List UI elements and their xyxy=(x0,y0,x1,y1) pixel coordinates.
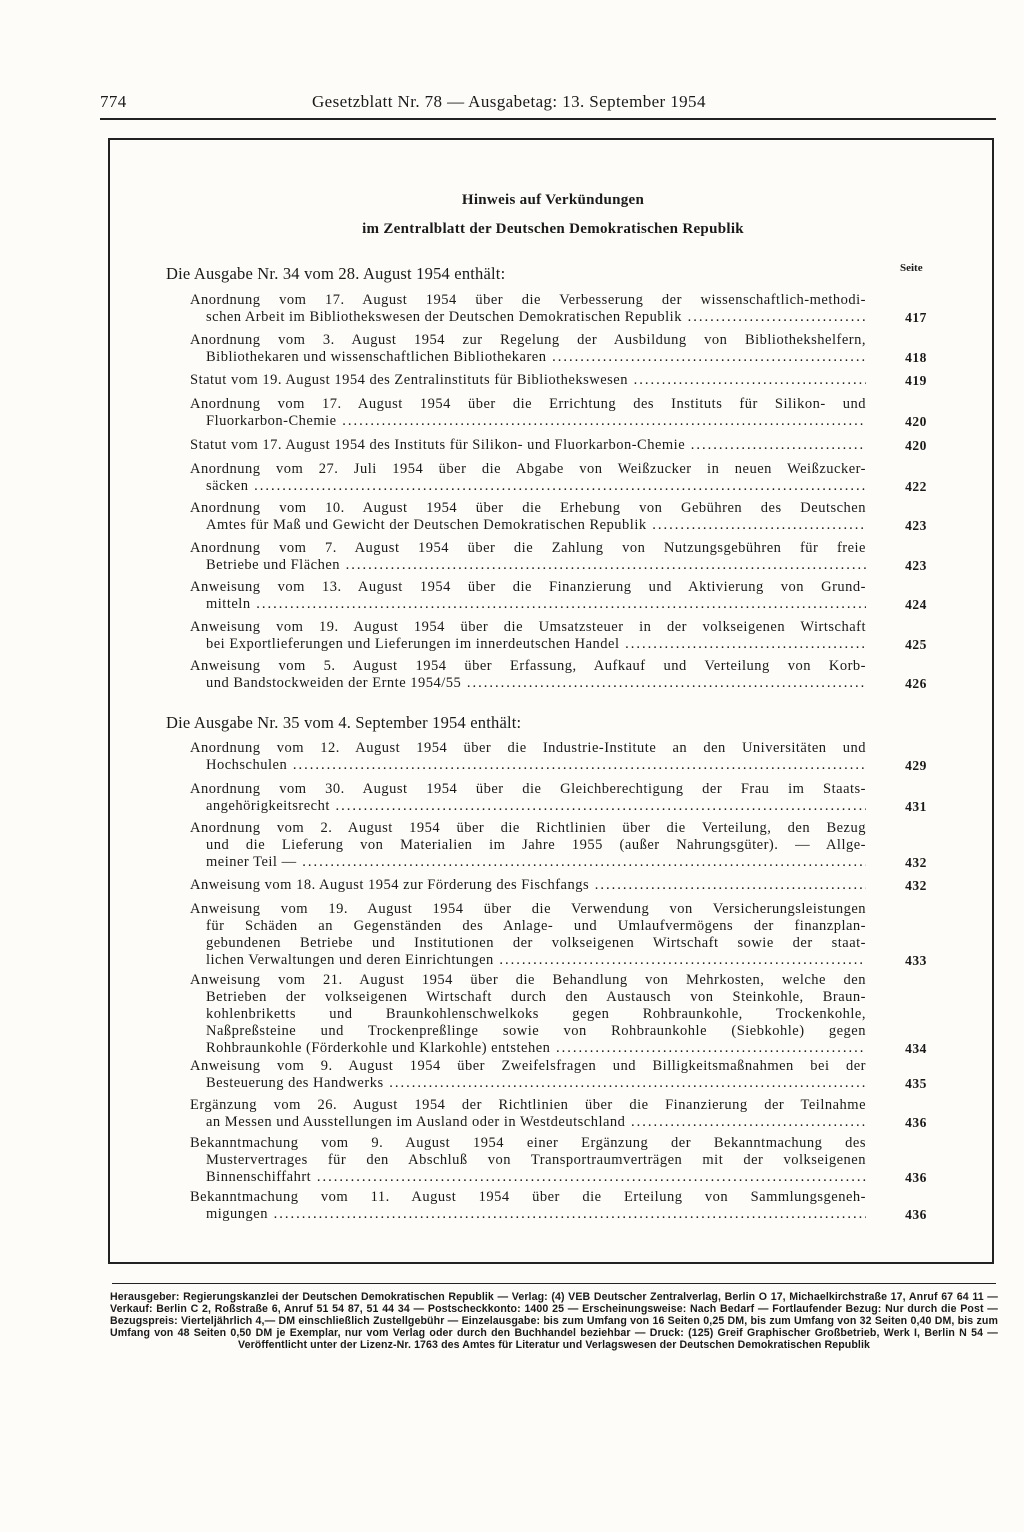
entry-text: migungen ..... xyxy=(190,1206,866,1223)
entry-text: Anordnung vom 27. Juli 1954 über die Abgabe von Weißzucker in neuen Weißzucker- xyxy=(190,461,866,477)
entry-page: 418 xyxy=(905,350,927,365)
entry-text: Amtes für Maß und Gewicht der Deutschen Demokratischen Republik ..... xyxy=(190,517,866,534)
entry-text: Betriebe und Flächen ..... xyxy=(190,557,866,574)
entry-page: 436 xyxy=(905,1115,927,1130)
entry-page: 426 xyxy=(905,676,927,691)
entry-text: bei Exportlieferungen und Lieferungen im innerdeutschen Handel ..... xyxy=(190,636,866,653)
entry-text: Statut vom 19. August 1954 des Zentralinstituts für Bibliothekswesen ..... xyxy=(190,372,866,389)
entry-page: 434 xyxy=(905,1041,927,1056)
list-item xyxy=(190,500,927,534)
entry-text: meiner Teil — ..... xyxy=(190,854,866,871)
entry-text: Naßpreßsteine und Trockenpreßlinge sowie von Rohbraunkohle (Siebkohle) gegen xyxy=(206,1023,866,1039)
entry-text: Anordnung vom 17. August 1954 über die Verbesserung der wissenschaftlich-methodi- xyxy=(190,292,866,308)
entry-text: Anordnung vom 30. August 1954 über die Gleichberechtigung der Frau im Staats- xyxy=(190,781,866,797)
entry-text: Statut vom 17. August 1954 des Instituts für Silikon- und Fluorkarbon-Chemie ..... xyxy=(190,437,866,454)
entry-text: Hochschulen ..... xyxy=(190,757,866,774)
entry-text: Anweisung vom 5. August 1954 über Erfassung, Aufkauf und Verteilung von Korb- xyxy=(190,658,866,674)
entry-page: 431 xyxy=(905,799,927,814)
entry-text: Anordnung vom 2. August 1954 über die Richtlinien über die Verteilung, den Bezug xyxy=(190,820,866,836)
list-item xyxy=(190,292,927,326)
entry-page: 424 xyxy=(905,597,927,612)
list-item xyxy=(190,332,927,366)
entry-text: Binnenschiffahrt ..... xyxy=(190,1169,866,1186)
list-item xyxy=(190,901,927,969)
list-item xyxy=(190,1097,927,1131)
entry-text: Anweisung vom 19. August 1954 über die Umsatzsteuer in der volkseigenen Wirtschaft xyxy=(190,619,866,635)
entry-page: 417 xyxy=(905,310,927,325)
list-item xyxy=(190,1135,927,1186)
entry-text: Besteuerung des Handwerks ..... xyxy=(190,1075,866,1092)
entry-page: 423 xyxy=(905,518,927,533)
entry-text: säcken ..... xyxy=(190,478,866,495)
entry-text: Fluorkarbon-Chemie ..... xyxy=(190,413,866,430)
list-item xyxy=(190,820,927,871)
list-item xyxy=(190,1189,927,1223)
entry-text: kohlenbriketts und Braunkohlenschwelkoks gegen Rohbraunkohle, Trockenkohle, xyxy=(206,1006,866,1022)
list-item xyxy=(190,437,927,454)
entry-page: 432 xyxy=(905,855,927,870)
notice-title: Hinweis auf Verkündungen xyxy=(461,192,645,208)
entry-text: angehörigkeitsrecht ..... xyxy=(190,798,866,815)
entry-text: für Schäden an Gegenständen des Anlage- und Umlaufvermögens der finanzplan- xyxy=(206,918,866,934)
entry-text: Bibliothekaren und wissenschaftlichen Bibliothekaren ..... xyxy=(190,349,866,366)
footer-rule xyxy=(112,1283,996,1284)
entry-text: Rohbraunkohle (Förderkohle und Klarkohle) entstehen ..... xyxy=(190,1040,866,1057)
entry-text: Anweisung vom 13. August 1954 über die Finanzierung und Aktivierung von Grund- xyxy=(190,579,866,595)
list-item xyxy=(190,781,927,815)
list-item xyxy=(190,619,927,653)
entry-text: Mustervertrages für den Abschluß von Transportraumverträgen mit der volkseigenen xyxy=(206,1152,866,1168)
entry-page: 425 xyxy=(905,637,927,652)
entry-text: Anweisung vom 21. August 1954 über die Behandlung von Mehrkosten, welche den xyxy=(190,972,866,988)
entry-text: lichen Verwaltungen und deren Einrichtungen ..... xyxy=(190,952,866,969)
entry-page: 422 xyxy=(905,479,927,494)
list-item xyxy=(190,579,927,613)
entry-text: Betrieben der volkseigenen Wirtschaft durch den Austausch von Steinkohle, Braun- xyxy=(206,989,866,1005)
imprint: Herausgeber: Regierungskanzlei der Deutschen Demokratischen Republik — Verlag: (4) VEB Deutscher Zentralverlag, Berlin O 17, Michaelkirchstraße 17, Anruf 67 64 11 — Verkauf: Berlin C 2, Roßstraße 6, Anruf 51 54 87, 51 44 34 — Postscheckkonto: 1400 25 — Erscheinungsweise: Nach Bedarf — Fortlaufender Bezug: Nur durch die Post — Bezugspreis: Vierteljährlich 4,— DM einschließlich Zustellgebühr — Einzelausgabe: bis zum Umfang von 16 Seiten 0,25 DM, bis zum Umfang von 32 Seiten 0,40 DM, bis zum Umfang von 48 Seiten 0,50 DM je Exemplar, nur vom Verlag oder durch den Buchhandel beziehbar — Druck: (125) Greif Graphischer Großbetrieb, Werk I, Berlin N 54 — Veröffentlicht unter der Lizenz-Nr. 1763 des Amtes für Literatur und Verlagswesen der Deutschen Demokratischen Republik xyxy=(110,1291,998,1351)
entry-text: schen Arbeit im Bibliothekswesen der Deutschen Demokratischen Republik ..... xyxy=(190,309,866,326)
entry-text: Anordnung vom 3. August 1954 zur Regelung der Ausbildung von Bibliothekshelfern, xyxy=(190,332,866,348)
entry-page: 435 xyxy=(905,1076,927,1091)
entry-text: gebundenen Betriebe und Institutionen der volkseigenen Wirtschaft sowie der staat- xyxy=(206,935,866,951)
list-item xyxy=(190,740,927,774)
list-item xyxy=(190,972,927,1057)
entry-page: 423 xyxy=(905,558,927,573)
entry-text: Anordnung vom 7. August 1954 über die Zahlung von Nutzungsgebühren für freie xyxy=(190,540,866,556)
list-item xyxy=(190,658,927,692)
entry-text: Anordnung vom 12. August 1954 über die Industrie-Institute an den Universitäten und xyxy=(190,740,866,756)
entry-text: und die Lieferung von Materialien im Jahre 1955 (außer Nahrungsgüter). — Allge- xyxy=(206,837,866,853)
list-item xyxy=(190,877,927,894)
list-item xyxy=(190,396,927,430)
entry-text: Bekanntmachung vom 11. August 1954 über die Erteilung von Sammlungsgeneh- xyxy=(190,1189,866,1205)
page-column-label: Seite xyxy=(900,262,923,274)
notice-frame xyxy=(108,138,994,1264)
entry-page: 429 xyxy=(905,758,927,773)
entry-page: 420 xyxy=(905,438,927,453)
entry-text: Bekanntmachung vom 9. August 1954 einer Ergänzung der Bekanntmachung des xyxy=(190,1135,866,1151)
entry-page: 420 xyxy=(905,414,927,429)
header-rule xyxy=(100,118,996,120)
entry-page: 436 xyxy=(905,1170,927,1185)
entry-page: 419 xyxy=(905,373,927,388)
list-item xyxy=(190,372,927,389)
entry-text: Anweisung vom 18. August 1954 zur Förderung des Fischfangs ..... xyxy=(190,877,866,894)
entry-text: Anweisung vom 19. August 1954 über die Verwendung von Versicherungsleistungen xyxy=(190,901,866,917)
page-number: 774 xyxy=(100,92,127,111)
notice-subtitle: im Zentralblatt der Deutschen Demokratischen Republik xyxy=(362,221,744,237)
entry-text: mitteln ..... xyxy=(190,596,866,613)
entry-text: und Bandstockweiden der Ernte 1954/55 ..... xyxy=(190,675,866,692)
list-item xyxy=(190,1058,927,1092)
entry-text: Anordnung vom 10. August 1954 über die Erhebung von Gebühren des Deutschen xyxy=(190,500,866,516)
entry-text: Anweisung vom 9. August 1954 über Zweifelsfragen und Billigkeitsmaßnahmen bei der xyxy=(190,1058,866,1074)
entry-page: 433 xyxy=(905,953,927,968)
entry-page: 432 xyxy=(905,878,927,893)
gazette-title: Gesetzblatt Nr. 78 — Ausgabetag: 13. September 1954 xyxy=(312,92,706,111)
entry-text: Anordnung vom 17. August 1954 über die Errichtung des Instituts für Silikon- und xyxy=(190,396,866,412)
issue-heading: Die Ausgabe Nr. 34 vom 28. August 1954 enthält: xyxy=(166,264,506,283)
entry-text: an Messen und Ausstellungen im Ausland oder in Westdeutschland ..... xyxy=(190,1114,866,1131)
list-item xyxy=(190,540,927,574)
entry-text: Ergänzung vom 26. August 1954 der Richtlinien über die Finanzierung der Teilnahme xyxy=(190,1097,866,1113)
list-item xyxy=(190,461,927,495)
issue-heading: Die Ausgabe Nr. 35 vom 4. September 1954 enthält: xyxy=(166,713,522,732)
entry-page: 436 xyxy=(905,1207,927,1222)
running-header xyxy=(100,92,996,116)
